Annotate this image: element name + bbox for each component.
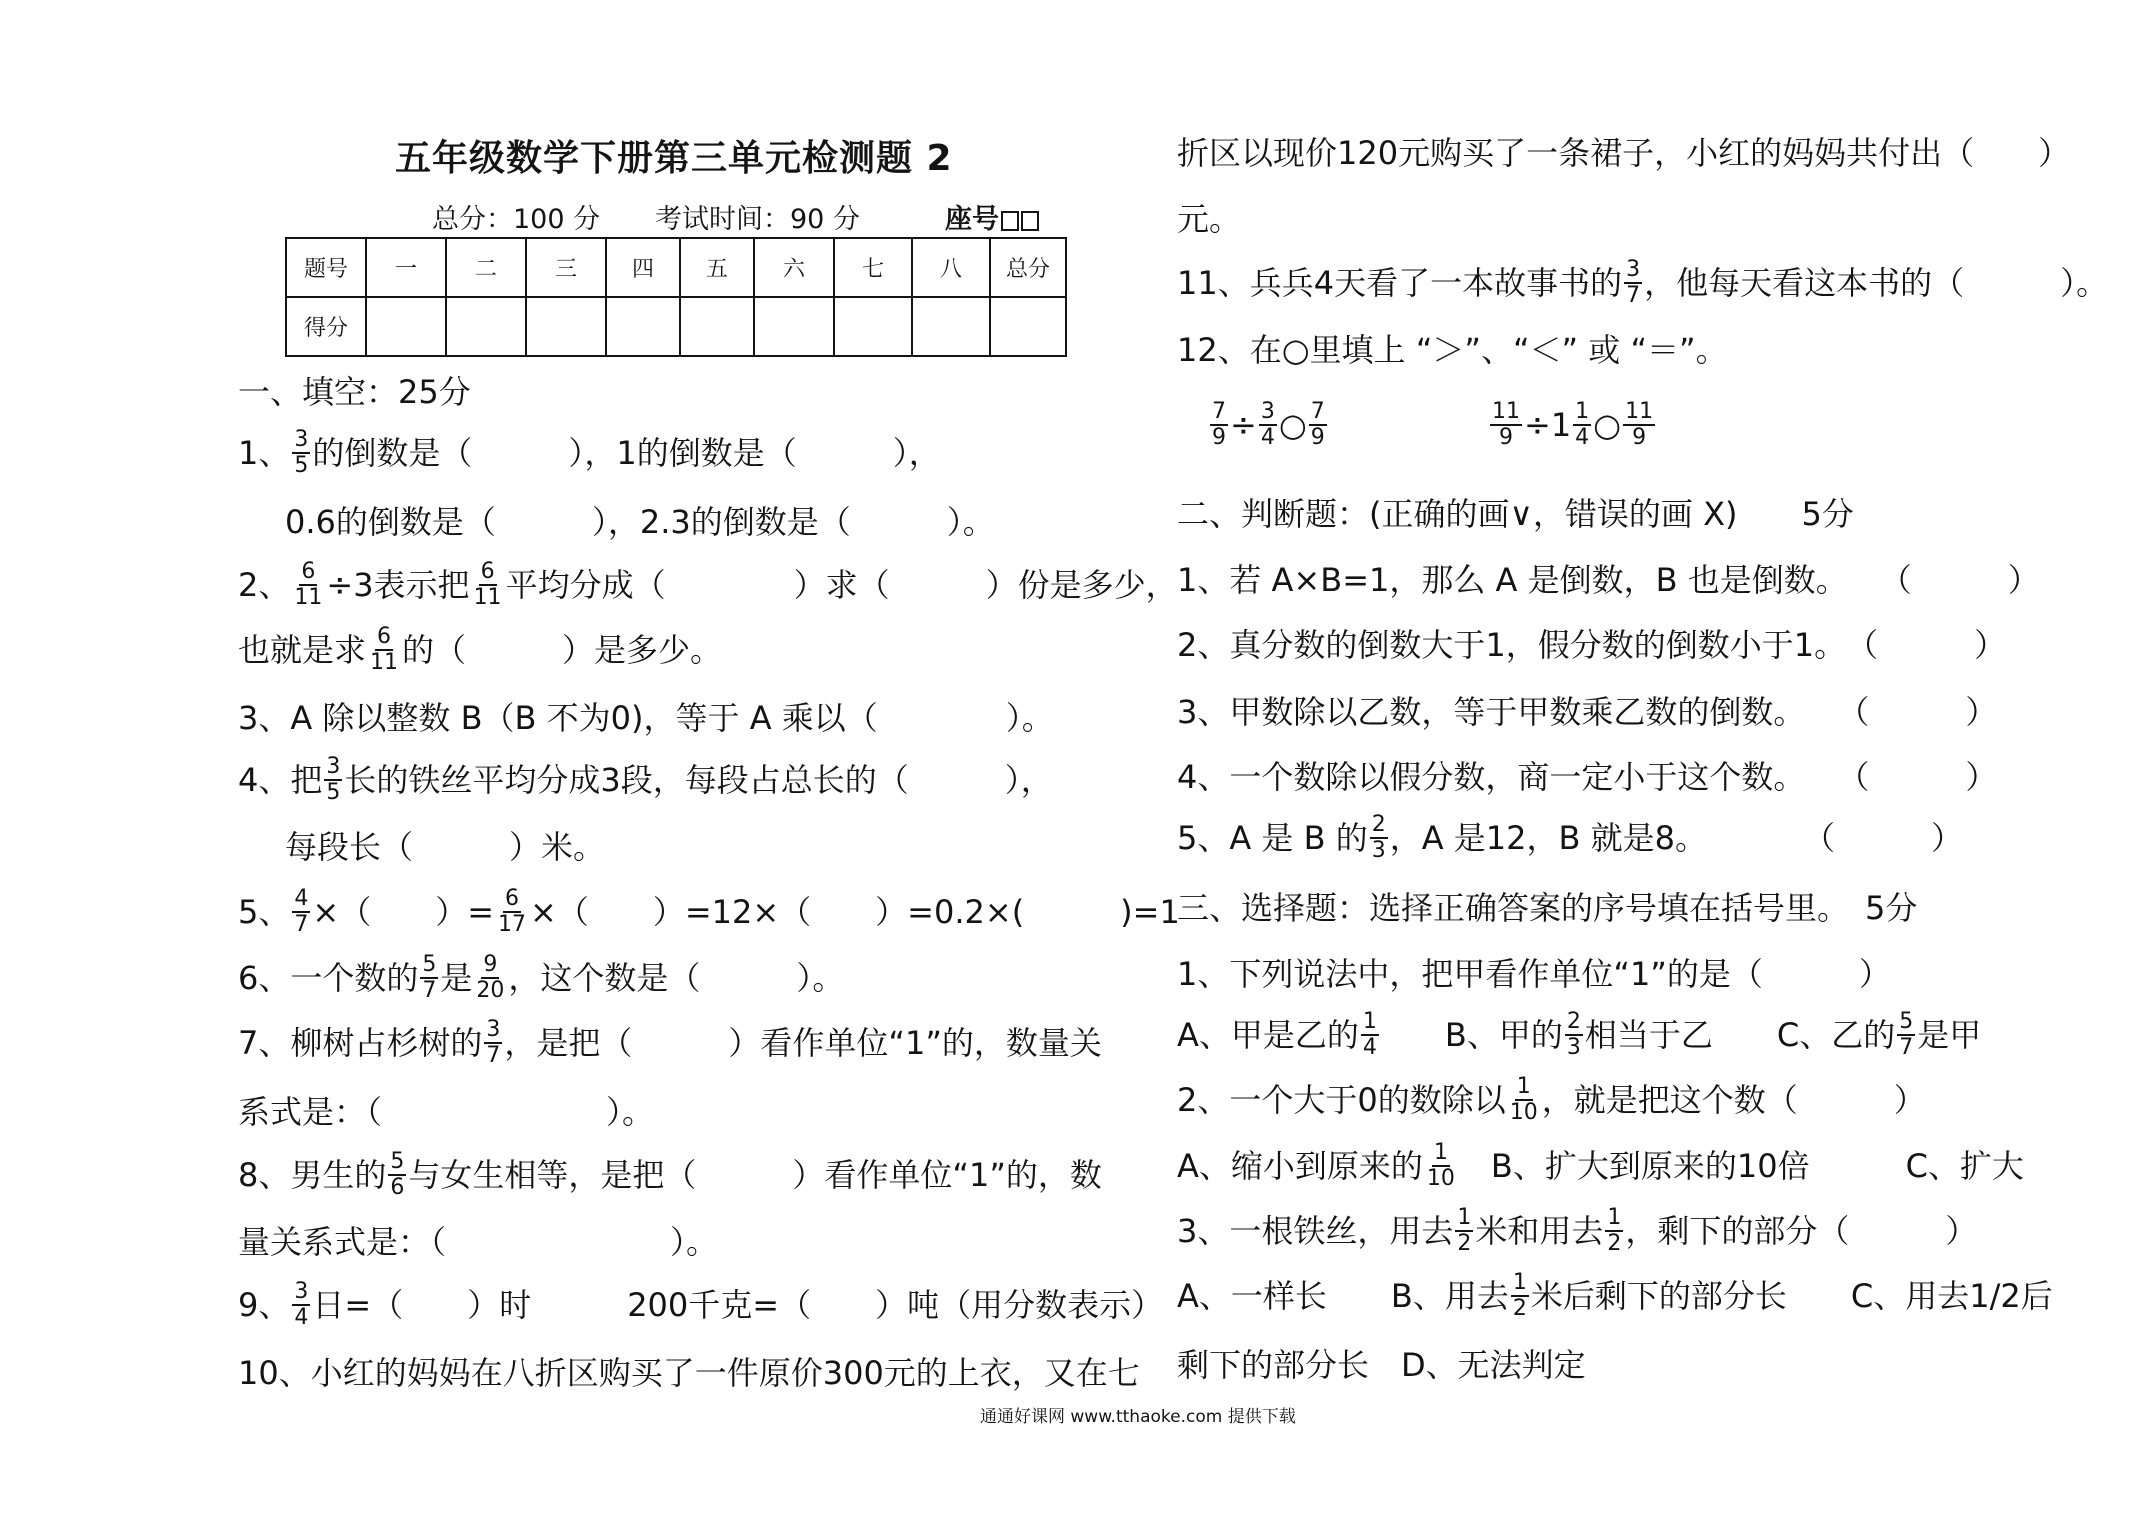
choice-2-options: A、缩小到原来的 $\frac{1}{10}$ B、扩大到原来的10倍 C、扩大 bbox=[1177, 1140, 2024, 1191]
question-4: 4、把 $\frac{3}{5}$ 长的铁丝平均分成3段，每段占总长的（ ）， bbox=[238, 754, 1053, 805]
section-fill-blank-heading: 一、填空：25分 bbox=[238, 373, 471, 411]
score-cell[interactable] bbox=[680, 297, 754, 356]
question-4-line-2: 每段长（ ）米。 bbox=[285, 828, 606, 866]
question-2-line-2: 也就是求 $\frac{6}{11}$ 的（ ）是多少。 bbox=[238, 624, 723, 675]
score-row-label: 得分 bbox=[286, 297, 366, 356]
question-12: 12、在○里填上 “＞”、“＜” 或 “＝”。 bbox=[1177, 331, 1728, 369]
question-3: 3、A 除以整数 B（B 不为0)，等于 A 乘以（ ）。 bbox=[238, 699, 1054, 737]
question-7-line-2: 系式是：（ ）。 bbox=[238, 1093, 655, 1131]
fraction: $\frac{5}{6}$ bbox=[390, 1149, 405, 1200]
header-cell: 一 bbox=[366, 238, 446, 297]
question-10-line-2: 折区以现价120元购买了一条裙子，小红的妈妈共付出（ ） bbox=[1177, 134, 2071, 172]
choice-1: 1、下列说法中，把甲看作单位“1”的是（ ） bbox=[1177, 955, 1891, 993]
seat-box[interactable] bbox=[1021, 211, 1039, 231]
total-score-label: 总分：100 分 bbox=[432, 204, 601, 235]
fraction: $\frac{2}{3}$ bbox=[1566, 1009, 1581, 1060]
question-11: 11、兵兵4天看了一本故事书的 $\frac{3}{7}$ ，他每天看这本书的（ ）。 bbox=[1177, 257, 2109, 308]
score-cell[interactable] bbox=[446, 297, 526, 356]
fraction: $\frac{3}{5}$ bbox=[294, 427, 309, 478]
question-7: 7、柳树占杉树的 $\frac{3}{7}$ ，是把（ ）看作单位“1”的，数量关 bbox=[238, 1017, 1102, 1068]
fraction: $\frac{9}{20}$ bbox=[476, 952, 505, 1003]
fraction: $\frac{11}{9}$ bbox=[1625, 399, 1654, 450]
choice-1-options: A、甲是乙的 $\frac{1}{4}$ B、甲的 $\frac{2}{3}$ 相当于乙 C、乙的 $\frac{5}{7}$ 是甲 bbox=[1177, 1009, 1982, 1060]
judge-4: 4、一个数除以假分数，商一定小于这个数。 （ ） bbox=[1177, 758, 1998, 796]
fraction: $\frac{1}{10}$ bbox=[1509, 1074, 1538, 1125]
fraction: $\frac{1}{2}$ bbox=[1512, 1270, 1527, 1321]
choice-3-options: A、一样长 B、用去 $\frac{1}{2}$ 米后剩下的部分长 C、用去1/2后 bbox=[1177, 1270, 2053, 1321]
fraction: $\frac{1}{2}$ bbox=[1607, 1205, 1622, 1256]
footer-source: 通通好课网 www.tthaoke.com 提供下载 bbox=[980, 1407, 1296, 1427]
choice-3-options-line-2: 剩下的部分长 D、无法判定 bbox=[1177, 1346, 1586, 1384]
judge-3: 3、甲数除以乙数，等于甲数乘乙数的倒数。 （ ） bbox=[1177, 693, 1998, 731]
section-choice-heading: 三、选择题：选择正确答案的序号填在括号里。 5分 bbox=[1177, 889, 1918, 927]
compare-expression-2: $\frac{11}{9}$ ÷1 $\frac{1}{4}$ ○ $\frac{11}{9}$ bbox=[1492, 399, 1654, 450]
score-row bbox=[286, 297, 1066, 356]
fraction: $\frac{4}{7}$ bbox=[294, 886, 309, 937]
fraction: $\frac{6}{11}$ bbox=[473, 559, 502, 610]
question-9: 9、 $\frac{3}{4}$ 日=（ ）时 200千克=（ ）吨（用分数表示） bbox=[238, 1279, 1164, 1330]
judge-1: 1、若 A×B=1，那么 A 是倒数，B 也是倒数。 （ ） bbox=[1177, 561, 2040, 599]
header-cell: 总分 bbox=[990, 238, 1066, 297]
score-cell[interactable] bbox=[526, 297, 606, 356]
fraction: $\frac{3}{5}$ bbox=[326, 754, 341, 805]
header-cell: 四 bbox=[606, 238, 680, 297]
score-cell[interactable] bbox=[912, 297, 990, 356]
seat-number-label: 座号 bbox=[945, 197, 1039, 236]
fraction: $\frac{6}{17}$ bbox=[498, 886, 527, 937]
seat-box[interactable] bbox=[1001, 211, 1019, 231]
question-1-line-2: 0.6的倒数是（ ），2.3的倒数是（ ）。 bbox=[285, 503, 995, 541]
fraction: $\frac{3}{7}$ bbox=[1626, 257, 1641, 308]
question-5: 5、 $\frac{4}{7}$ ×（ ）= $\frac{6}{17}$ ×（ ）=12×（ ）=0.2×( )=1 bbox=[238, 886, 1180, 937]
fraction: $\frac{7}{9}$ bbox=[1310, 399, 1325, 450]
score-table bbox=[285, 237, 1067, 357]
question-6: 6、一个数的 $\frac{5}{7}$ 是 $\frac{9}{20}$ ，这个数是（ ）。 bbox=[238, 952, 845, 1003]
score-cell[interactable] bbox=[606, 297, 680, 356]
header-cell: 题号 bbox=[286, 238, 366, 297]
header-cell: 二 bbox=[446, 238, 526, 297]
fraction: $\frac{6}{11}$ bbox=[294, 559, 323, 610]
compare-expression-1: $\frac{7}{9}$ ÷ $\frac{3}{4}$ ○ $\frac{7}{9}$ bbox=[1212, 399, 1325, 450]
fraction: $\frac{3}{4}$ bbox=[294, 1279, 309, 1330]
fraction: $\frac{1}{4}$ bbox=[1575, 399, 1590, 450]
judge-2: 2、真分数的倒数大于1，假分数的倒数小于1。 （ ） bbox=[1177, 626, 2007, 664]
exam-time-label: 考试时间：90 分 bbox=[655, 204, 860, 235]
header-cell: 五 bbox=[680, 238, 754, 297]
header-cell: 七 bbox=[834, 238, 912, 297]
fraction: $\frac{1}{2}$ bbox=[1457, 1205, 1472, 1256]
question-10-line-3: 元。 bbox=[1177, 200, 1242, 238]
fraction: $\frac{2}{3}$ bbox=[1371, 812, 1386, 863]
header-cell: 八 bbox=[912, 238, 990, 297]
choice-2: 2、一个大于0的数除以 $\frac{1}{10}$ ，就是把这个数（ ） bbox=[1177, 1074, 1926, 1125]
score-cell[interactable] bbox=[990, 297, 1066, 356]
question-2: 2、 $\frac{6}{11}$ ÷3表示把 $\frac{6}{11}$ 平均分成（ ）求（ ）份是多少， bbox=[238, 559, 1178, 610]
header-cell: 三 bbox=[526, 238, 606, 297]
fraction: $\frac{11}{9}$ bbox=[1492, 399, 1520, 450]
score-header-row bbox=[286, 238, 1066, 297]
fraction: $\frac{5}{7}$ bbox=[422, 952, 437, 1003]
question-1: 1、 $\frac{3}{5}$ 的倒数是（ ），1的倒数是（ ）， bbox=[238, 427, 941, 478]
question-10: 10、小红的妈妈在八折区购买了一件原价300元的上衣，又在七 bbox=[238, 1354, 1140, 1392]
section-true-false-heading: 二、判断题：(正确的画∨，错误的画 X) 5分 bbox=[1177, 495, 1854, 533]
fraction: $\frac{1}{10}$ bbox=[1426, 1140, 1455, 1191]
judge-5: 5、A 是 B 的 $\frac{2}{3}$ ，A 是12，B 就是8。 （ ） bbox=[1177, 812, 1964, 863]
fraction: $\frac{6}{11}$ bbox=[370, 624, 399, 675]
fraction: $\frac{3}{4}$ bbox=[1260, 399, 1275, 450]
question-8-line-2: 量关系式是：（ ）。 bbox=[238, 1223, 719, 1261]
choice-3: 3、一根铁丝，用去 $\frac{1}{2}$ 米和用去 $\frac{1}{2}$ ，剩下的部分（ ） bbox=[1177, 1205, 1978, 1256]
fraction: $\frac{3}{7}$ bbox=[486, 1017, 501, 1068]
fraction: $\frac{5}{7}$ bbox=[1899, 1009, 1914, 1060]
question-8: 8、男生的 $\frac{5}{6}$ 与女生相等，是把（ ）看作单位“1”的，数 bbox=[238, 1149, 1102, 1200]
header-cell: 六 bbox=[754, 238, 834, 297]
score-cell[interactable] bbox=[366, 297, 446, 356]
score-cell[interactable] bbox=[754, 297, 834, 356]
fraction: $\frac{1}{4}$ bbox=[1362, 1009, 1377, 1060]
page-title: 五年级数学下册第三单元检测题 2 bbox=[395, 138, 953, 179]
score-cell[interactable] bbox=[834, 297, 912, 356]
fraction: $\frac{7}{9}$ bbox=[1212, 399, 1226, 450]
